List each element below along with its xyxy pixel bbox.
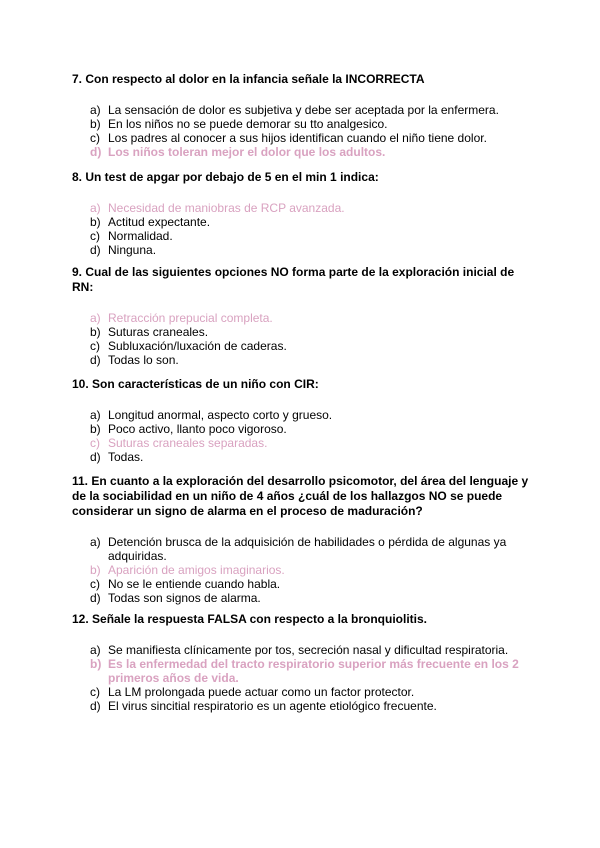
option-b: b) Suturas craneales.	[90, 325, 209, 339]
option-c: c) No se le entiende cuando habla.	[90, 577, 281, 591]
question-title: 9. Cual de las siguientes opciones NO forma parte de la exploración inicial de RN:	[72, 265, 515, 294]
option-b: b) Poco activo, llanto poco vigoroso.	[90, 422, 287, 436]
option-c-correct: c) Suturas craneales separadas.	[90, 436, 268, 450]
question-title: 8. Un test de apgar por debajo de 5 en el min 1 indica:	[72, 170, 379, 184]
option-c: c) La LM prolongada puede actuar como un factor protector.	[90, 685, 415, 699]
option-b-correct: b) Es la enfermedad del tracto respiratorio superior más frecuente en los 2 primeros años de vida.	[90, 657, 519, 685]
question-8	[72, 170, 532, 257]
question-11	[72, 474, 532, 605]
option-a-correct: a) Necesidad de maniobras de RCP avanzada.	[90, 201, 345, 215]
option-a: a) Longitud anormal, aspecto corto y grueso.	[90, 408, 333, 422]
option-a: a) Se manifiesta clínicamente por tos, secreción nasal y dificultad respiratoria.	[90, 643, 509, 657]
question-title: 11. En cuanto a la exploración del desarrollo psicomotor, del área del lenguaje y de la sociabilidad en un niño de 4 años ¿cuál de los hallazgos NO se puede considerar un signo de alarma en el proceso de maduración?	[72, 474, 529, 518]
option-b: b) Actitud expectante.	[90, 215, 211, 229]
question-title: 10. Son características de un niño con CIR:	[72, 377, 319, 391]
option-d: d) El virus sincitial respiratorio es un agente etiológico frecuente.	[90, 699, 437, 713]
option-a: a) La sensación de dolor es subjetiva y debe ser aceptada por la enfermera.	[90, 103, 499, 117]
option-d: d) Todas.	[90, 450, 144, 464]
option-a: a) Detención brusca de la adquisición de habilidades o pérdida de algunas ya adquiridas.	[90, 535, 507, 563]
option-d-correct: d) Los niños toleran mejor el dolor que los adultos.	[90, 145, 386, 159]
option-c: c) Los padres al conocer a sus hijos identifican cuando el niño tiene dolor.	[90, 131, 487, 145]
question-title: 7. Con respecto al dolor en la infancia señale la INCORRECTA	[72, 72, 425, 86]
question-9	[72, 265, 532, 367]
option-c: c) Subluxación/luxación de caderas.	[90, 339, 287, 353]
option-b: b) En los niños no se puede demorar su tto analgesico.	[90, 117, 388, 131]
option-b-correct: b) Aparición de amigos imaginarios.	[90, 563, 285, 577]
option-d: d) Ninguna.	[90, 243, 157, 257]
option-d: d) Todas lo son.	[90, 353, 179, 367]
option-a-correct: a) Retracción prepucial completa.	[90, 311, 273, 325]
question-title: 12. Señale la respuesta FALSA con respecto a la bronquiolitis.	[72, 612, 427, 626]
question-12	[72, 612, 532, 713]
option-c: c) Normalidad.	[90, 229, 173, 243]
question-7	[72, 72, 532, 159]
question-10	[72, 377, 532, 464]
option-d: d) Todas son signos de alarma.	[90, 591, 261, 605]
